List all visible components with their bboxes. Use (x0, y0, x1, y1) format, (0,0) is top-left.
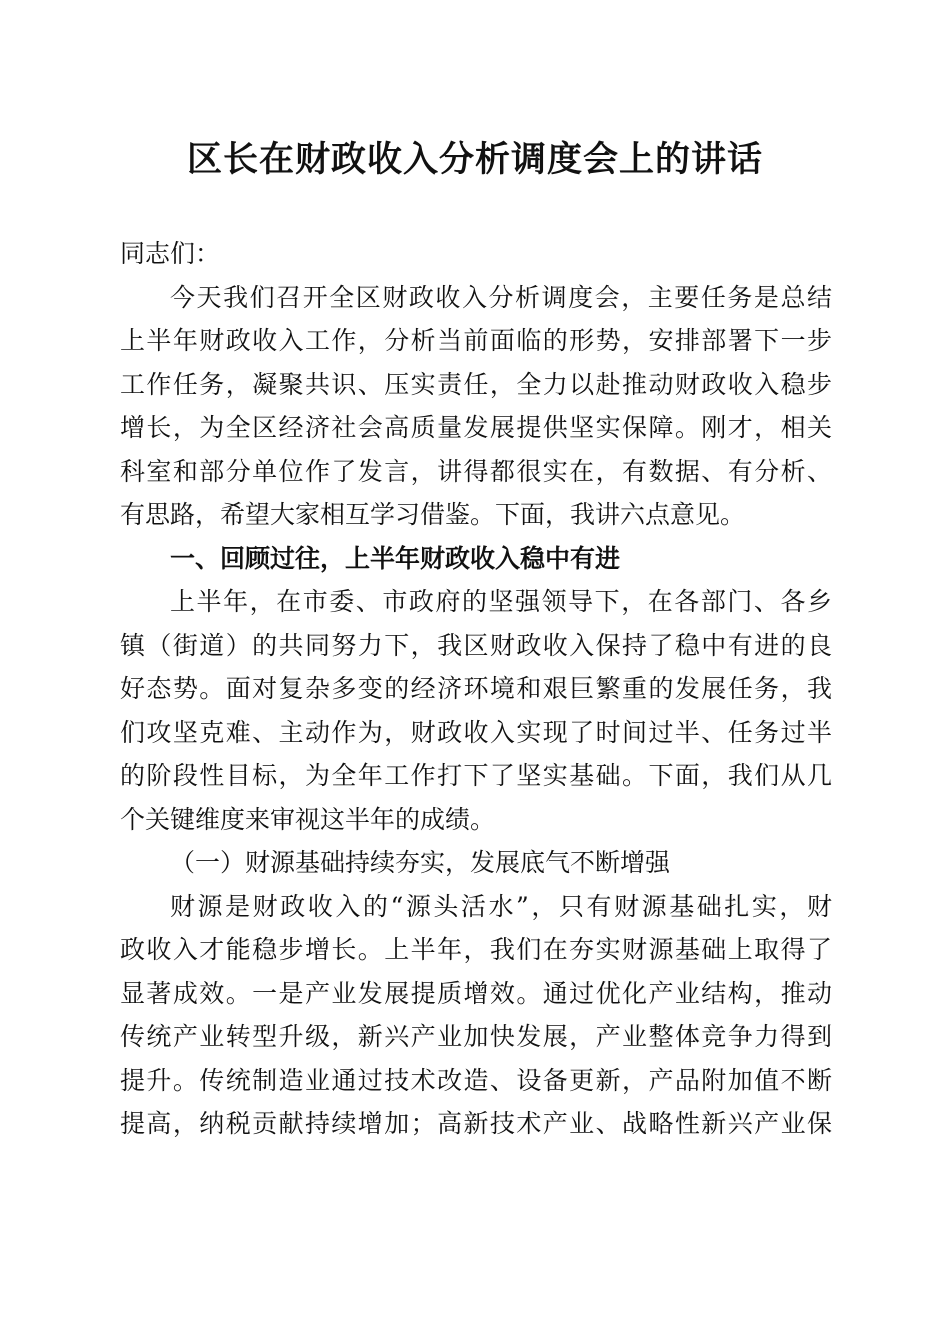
paragraph-line: 提升。传统制造业通过技术改造、设备更新，产品附加值不断 (120, 1065, 832, 1095)
paragraph-line: 上半年，在市委、市政府的坚强领导下，在各部门、各乡 (170, 587, 832, 616)
paragraph-line: 科室和部分单位作了发言，讲得都很实在，有数据、有分析、 (120, 456, 832, 486)
paragraph-line: 今天我们召开全区财政收入分析调度会，主要任务是总结 (170, 282, 832, 312)
paragraph-line: 镇（街道）的共同努力下，我区财政收入保持了稳中有进的良 (120, 630, 832, 660)
document-body (120, 232, 832, 1146)
paragraph-line: 好态势。面对复杂多变的经济环境和艰巨繁重的发展任务，我 (120, 674, 832, 703)
paragraph-line: 传统产业转型升级，新兴产业加快发展，产业整体竞争力得到 (120, 1022, 832, 1051)
section-heading: 一、回顾过往，上半年财政收入稳中有进 (170, 543, 621, 573)
paragraph-line: 个关键维度来审视这半年的成绩。 (120, 804, 496, 834)
paragraph-line: 财源是财政收入的“源头活水”，只有财源基础扎实，财 (170, 891, 832, 921)
paragraph-line: 政收入才能稳步增长。上半年，我们在夯实财源基础上取得了 (120, 935, 832, 964)
paragraph-line: 的阶段性目标，为全年工作打下了坚实基础。下面，我们从几 (120, 761, 832, 790)
subsection-heading: （一）财源基础持续夯实，发展底气不断增强 (170, 848, 671, 877)
paragraph-line: 有思路，希望大家相互学习借鉴。下面，我讲六点意见。 (120, 500, 746, 529)
paragraph-line: 增长，为全区经济社会高质量发展提供坚实保障。刚才，相关 (120, 413, 832, 442)
paragraph-line: 显著成效。一是产业发展提质增效。通过优化产业结构，推动 (120, 978, 832, 1008)
salutation: 同志们： (120, 239, 221, 268)
document-title: 区长在财政收入分析调度会上的讲话 (186, 140, 763, 180)
paragraph-line: 工作任务，凝聚共识、压实责任，全力以赴推动财政收入稳步 (120, 369, 832, 399)
paragraph-line: 上半年财政收入工作，分析当前面临的形势，安排部署下一步 (120, 326, 832, 355)
paragraph-line: 们攻坚克难、主动作为，财政收入实现了时间过半、任务过半 (120, 717, 832, 747)
paragraph-line: 提高，纳税贡献持续增加；高新技术产业、战略性新兴产业保 (120, 1109, 832, 1138)
